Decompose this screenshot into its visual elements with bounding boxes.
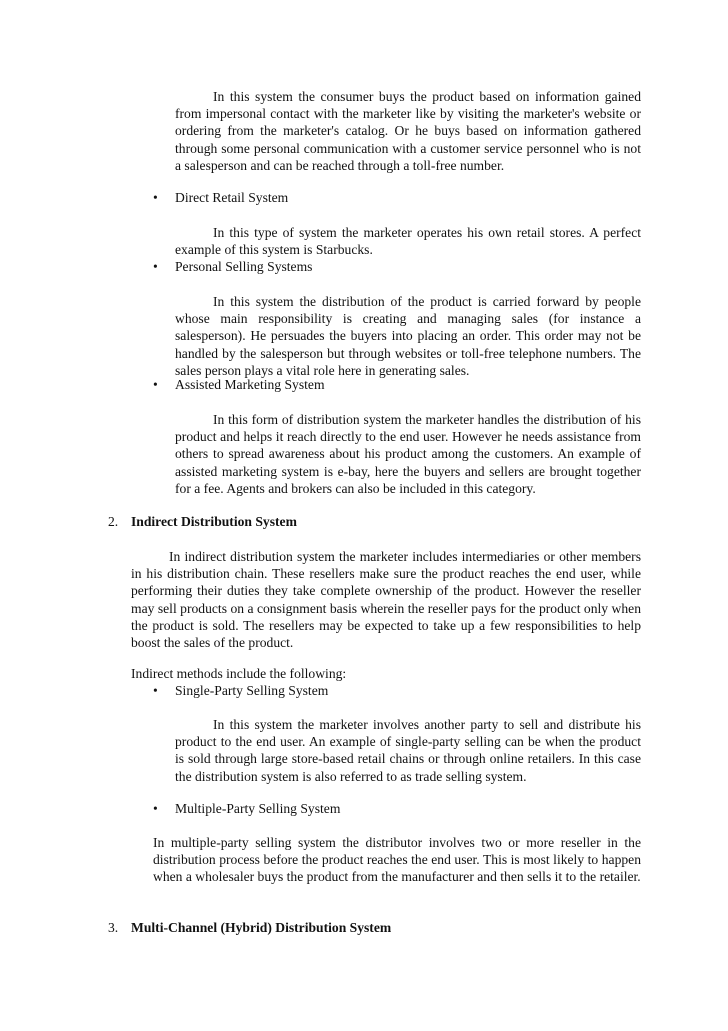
bullet-item-assisted-marketing	[153, 376, 325, 393]
bullet-label: Multiple-Party Selling System	[175, 801, 341, 816]
bullet-icon: •	[153, 801, 158, 816]
heading-indirect-distribution	[108, 513, 297, 530]
heading-number: 2.	[108, 514, 119, 529]
bullet-icon: •	[153, 190, 158, 205]
bullet-label: Assisted Marketing System	[175, 377, 325, 392]
bullet-item-direct-retail	[153, 189, 289, 206]
heading-text: Indirect Distribution System	[131, 514, 297, 529]
bullet-icon: •	[153, 259, 158, 274]
bullet-item-single-party	[153, 682, 329, 699]
bullet-label: Single-Party Selling System	[175, 683, 329, 698]
bullet-item-multiple-party	[153, 800, 341, 817]
paragraph-multiple-party: In multiple-party selling system the distributor involves two or more reseller in the distribution process before the product reaches the end user. This is most likely to happen when a wholesaler buys the product from the manufacturer and then sells it to the retailer.	[153, 835, 641, 885]
bullet-icon: •	[153, 377, 158, 392]
indirect-methods-intro: Indirect methods include the following:	[131, 666, 347, 681]
paragraph-single-party: In this system the marketer involves another party to sell and distribute his product to the end user. An example of single-party selling can be when the product is sold through large store-based retail chains or through online retailers. In this case the distribution system is also referred to as trade selling system.	[175, 717, 641, 784]
bullet-item-personal-selling	[153, 258, 313, 275]
paragraph-consumer-system: In this system the consumer buys the product based on information gained from impersonal contact with the marketer like by visiting the marketer's website or ordering from the marketer's catalog. Or he buys based on information gathered through some personal communication with a customer service personnel who is not a salesperson and can be reached through a toll-free number.	[175, 89, 641, 173]
paragraph-indirect-distribution: In indirect distribution system the marketer includes intermediaries or other members in his distribution chain. These resellers make sure the product reaches the end user, while performing their duties they take complete ownership of the product. However the reseller may sell products on a consignment basis wherein the reseller pays for the product only when the product is sold. The resellers may be expected to take up a few responsibilities to help boost the sales of the product.	[131, 549, 641, 651]
paragraph-personal-selling: In this system the distribution of the product is carried forward by people whose main responsibility is creating and managing sales (for instance a salesperson). He persuades the buyers into placing an order. This order may not be handled by the salesperson but through websites or toll-free telephone numbers. The sales person plays a vital role here in generating sales.	[175, 294, 641, 378]
heading-text: Multi-Channel (Hybrid) Distribution System	[131, 920, 392, 935]
bullet-label: Personal Selling Systems	[175, 259, 313, 274]
bullet-label: Direct Retail System	[175, 190, 289, 205]
paragraph-direct-retail: In this type of system the marketer operates his own retail stores. A perfect example of this system is Starbucks.	[175, 225, 641, 258]
paragraph-assisted-marketing: In this form of distribution system the marketer handles the distribution of his product and helps it reach directly to the end user. However he needs assistance from others to spread awareness about his product among the customers. An example of assisted marketing system is e-bay, here the buyers and sellers are brought together for a fee. Agents and brokers can also be included in this category.	[175, 412, 641, 496]
bullet-icon: •	[153, 683, 158, 698]
heading-number: 3.	[108, 920, 119, 935]
heading-multi-channel	[108, 919, 392, 936]
